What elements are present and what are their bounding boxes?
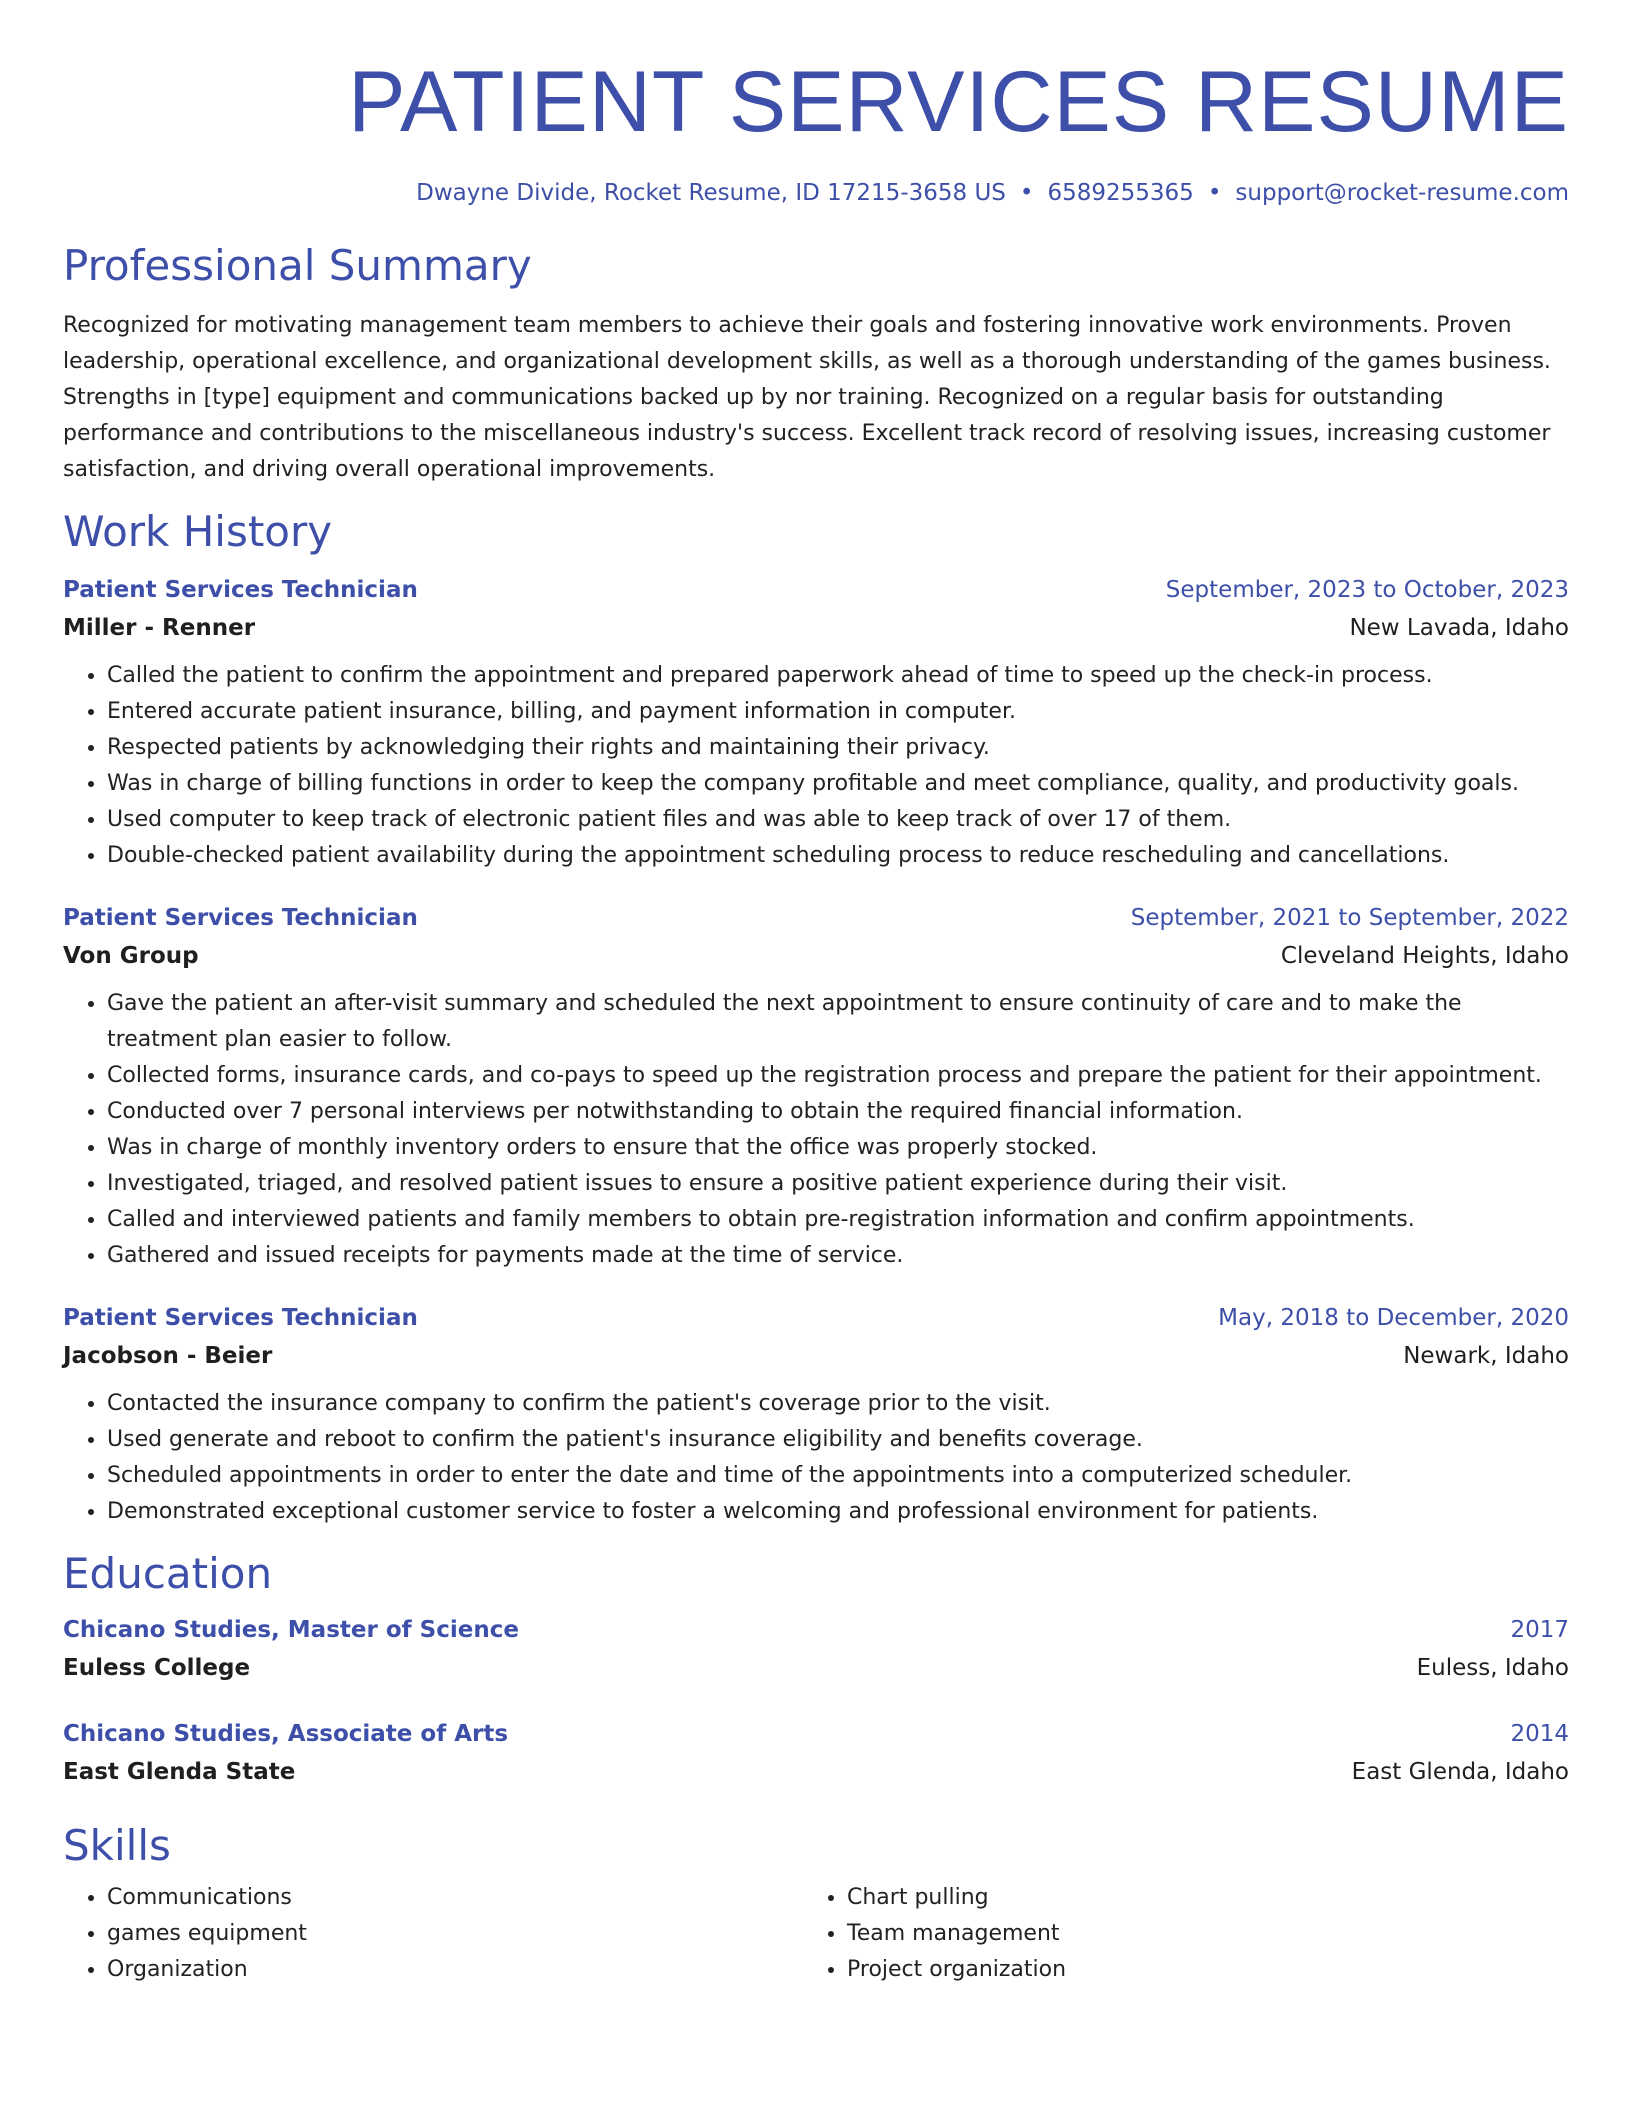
education-entry	[63, 1612, 1569, 1688]
job-title: Patient Services Technician	[63, 1305, 418, 1331]
job-location: Newark, Idaho	[1403, 1343, 1569, 1369]
job-title: Patient Services Technician	[63, 577, 418, 603]
list-item: • Collected forms, insurance cards, and co-pays to speed up the registration process and prepare the patient for their appointment.	[107, 1058, 1569, 1094]
separator-dot: •	[1207, 180, 1222, 206]
education-year: 2017	[1510, 1617, 1569, 1643]
education-year: 2014	[1510, 1721, 1569, 1747]
list-item: • Respected patients by acknowledging their rights and maintaining their privacy.	[107, 730, 1569, 766]
separator-dot: •	[1019, 180, 1034, 206]
contact-phone: 6589255365	[1047, 180, 1194, 206]
work-history-heading: Work History	[63, 507, 333, 556]
education-location: East Glenda, Idaho	[1351, 1759, 1569, 1785]
list-item: • Demonstrated exceptional customer service to foster a welcoming and professional environment for patients.	[107, 1494, 1569, 1530]
skill-item: • Team management	[847, 1916, 1543, 1952]
list-item: • Was in charge of billing functions in order to keep the company profitable and meet compliance, quality, and productivity goals.	[107, 766, 1569, 802]
skills-column-left	[63, 1880, 803, 1988]
skill-item: • Project organization	[847, 1952, 1543, 1988]
resume-title: PATIENT SERVICES RESUME	[348, 54, 1569, 150]
list-item: • Conducted over 7 personal interviews per notwithstanding to obtain the required financial information.	[107, 1094, 1569, 1130]
summary-text: Recognized for motivating management team members to achieve their goals and fostering innovative work environments. Proven leadership, operational excellence, and organizational development skills, as well as a thorough understanding of the games business. Strengths in [type] equipment and communications backed up by nor training. Recognized on a regular basis for outstanding performance and contributions to the miscellaneous industry's success. Excellent track record of resolving issues, increasing customer satisfaction, and driving overall operational improvements.	[63, 313, 1551, 482]
skill-item: • Communications	[107, 1880, 803, 1916]
job-bullets	[63, 658, 1569, 874]
contact-email[interactable]: support@rocket-resume.com	[1235, 180, 1569, 206]
skill-item: • games equipment	[107, 1916, 803, 1952]
skills-heading: Skills	[63, 1821, 171, 1870]
skills-column-right	[803, 1880, 1543, 1988]
list-item: • Was in charge of monthly inventory orders to ensure that the office was properly stocked.	[107, 1130, 1569, 1166]
contact-address: Dwayne Divide, Rocket Resume, ID 17215-3658 US	[416, 180, 1006, 206]
job-entry	[63, 1300, 1569, 1530]
job-company: Miller - Renner	[63, 615, 256, 641]
list-item: • Contacted the insurance company to confirm the patient's coverage prior to the visit.	[107, 1386, 1569, 1422]
education-school: Euless College	[63, 1655, 251, 1681]
list-item: • Used computer to keep track of electronic patient files and was able to keep track of over 17 of them.	[107, 802, 1569, 838]
list-item: • Investigated, triaged, and resolved patient issues to ensure a positive patient experience during their visit.	[107, 1166, 1569, 1202]
education-degree: Chicano Studies, Associate of Arts	[63, 1721, 509, 1747]
list-item: • Entered accurate patient insurance, billing, and payment information in computer.	[107, 694, 1569, 730]
job-dates: September, 2023 to October, 2023	[1165, 577, 1569, 603]
skill-item: • Chart pulling	[847, 1880, 1543, 1916]
job-dates: September, 2021 to September, 2022	[1130, 905, 1569, 931]
skills-list	[63, 1880, 1569, 1988]
job-company: Jacobson - Beier	[63, 1343, 273, 1369]
contact-line	[63, 176, 1569, 210]
job-dates: May, 2018 to December, 2020	[1218, 1305, 1569, 1331]
skill-item: • Organization	[107, 1952, 803, 1988]
list-item: • Called and interviewed patients and family members to obtain pre-registration information and confirm appointments.	[107, 1202, 1569, 1238]
list-item: • Gathered and issued receipts for payments made at the time of service.	[107, 1238, 1569, 1274]
list-item: • Scheduled appointments in order to enter the date and time of the appointments into a computerized scheduler.	[107, 1458, 1569, 1494]
summary-heading: Professional Summary	[63, 241, 532, 290]
list-item: • Gave the patient an after-visit summary and scheduled the next appointment to ensure continuity of care and to make the treatment plan easier to follow.	[107, 986, 1569, 1058]
education-degree: Chicano Studies, Master of Science	[63, 1617, 519, 1643]
education-school: East Glenda State	[63, 1759, 296, 1785]
list-item: • Used generate and reboot to confirm the patient's insurance eligibility and benefits coverage.	[107, 1422, 1569, 1458]
job-entry	[63, 572, 1569, 874]
job-company: Von Group	[63, 943, 199, 969]
education-entry	[63, 1716, 1569, 1792]
job-bullets	[63, 1386, 1569, 1530]
education-location: Euless, Idaho	[1416, 1655, 1569, 1681]
education-heading: Education	[63, 1549, 273, 1598]
job-bullets	[63, 986, 1569, 1274]
list-item: • Called the patient to confirm the appointment and prepared paperwork ahead of time to speed up the check-in process.	[107, 658, 1569, 694]
job-location: Cleveland Heights, Idaho	[1280, 943, 1569, 969]
job-location: New Lavada, Idaho	[1349, 615, 1569, 641]
list-item: • Double-checked patient availability during the appointment scheduling process to reduce rescheduling and cancellations.	[107, 838, 1569, 874]
job-entry	[63, 900, 1569, 1274]
job-title: Patient Services Technician	[63, 905, 418, 931]
